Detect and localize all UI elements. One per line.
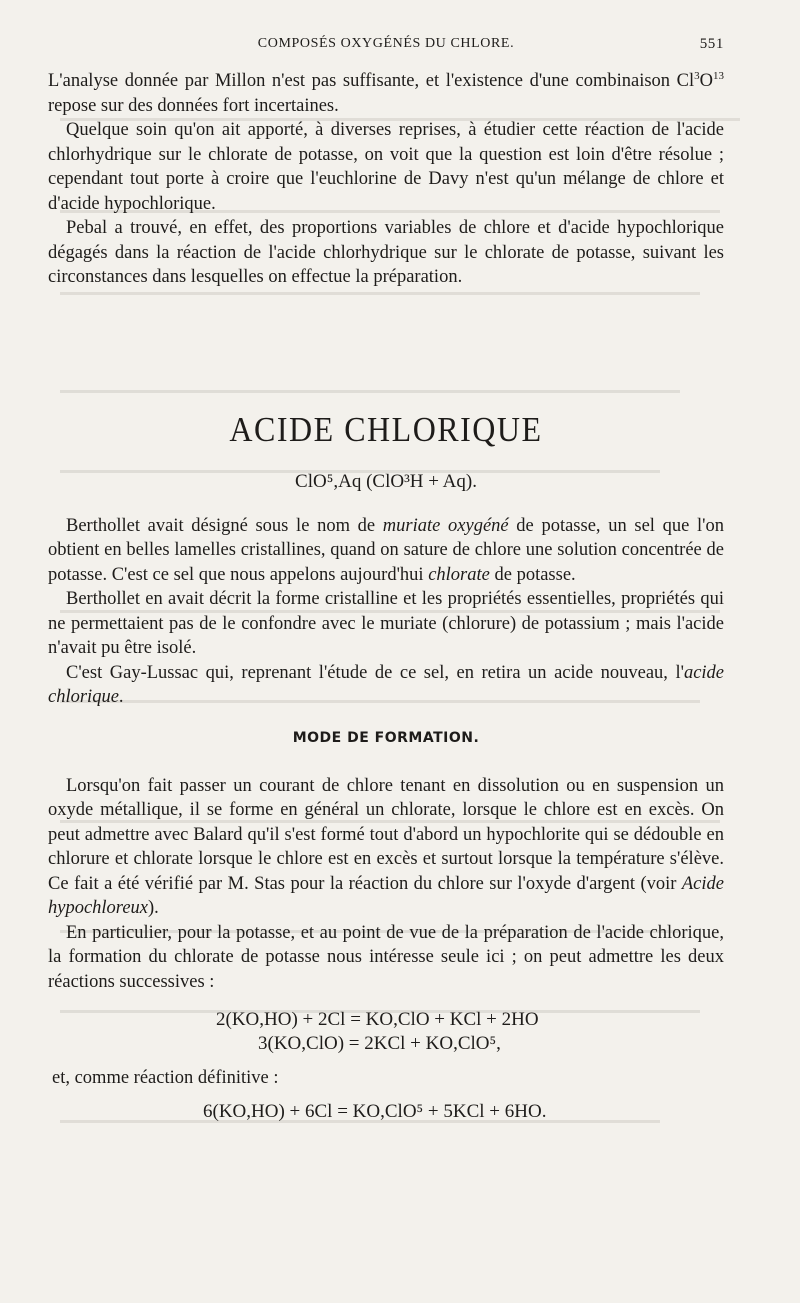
hypochloreux-reference: Acide hypochloreux <box>48 873 724 919</box>
equation-intro: et, comme réaction définitive : <box>52 1068 279 1089</box>
intro-paragraph-1 <box>48 64 724 118</box>
article-title-block <box>48 410 724 494</box>
intro-paragraph-2: Quelque soin qu'on ait apporté, à diverses reprises, à étudier cette réaction de l'acide chlorhydrique sur le chlorate de potasse, on voit que la question est loin d'être résolue ; cependant tout porte à croire que l'euchlorine de Davy n'est qu'un mélange de chlore et d'acide hypochlorique. <box>48 120 724 214</box>
body-paragraph-3: C'est Gay-Lussac qui, reprenant l'étude de ce sel, en retira un acide nouveau, l'acide chlorique. <box>48 662 724 708</box>
muriate-term: muriate oxygéné <box>382 515 509 536</box>
section-heading: MODE DE FORMATION. <box>292 729 480 746</box>
intro-p1-line1: L'analyse donnée par Millon n'est pas suffisante, et l'existence d'une combinaison <box>48 71 671 92</box>
body-paragraph-2: Berthollet en avait décrit la forme cristalline et les propriétés essentielles, propriétés qui ne permettaient pas de le confondre avec le muriate (chlorure) de potassium ; mais l'acide n'avait pu être isolé. <box>48 589 724 659</box>
intro-p1-rest: repose sur des données fort incertaines. <box>48 95 339 116</box>
equation-3: 6(KO,HO) + 6Cl = KO,ClO⁵ + 5KCl + 6HO. <box>203 1101 547 1123</box>
intro-paragraph-3: Pebal a trouvé, en effet, des proportions variables de chlore et d'acide hypochlorique dégagés dans la réaction de l'acide chlorhydrique sur le chlorate de potasse, suivant les circonstances dans lesquelles on effectue la préparation. <box>48 218 724 288</box>
page-number: 551 <box>699 36 724 52</box>
article-formula: ClO⁵,Aq (ClO³H + Aq). <box>295 470 477 492</box>
equation-1: 2(KO,HO) + 2Cl = KO,ClO + KCl + 2HO <box>216 1009 539 1031</box>
page-header <box>48 36 724 64</box>
equation-2: 3(KO,ClO) = 2KCl + KO,ClO⁵, <box>258 1033 501 1055</box>
chlorate-term: chlorate <box>428 564 490 585</box>
section-paragraph-2: En particulier, pour la potasse, et au point de vue de la préparation de l'acide chlorique, la formation du chlorate de potasse nous intéresse seule ici ; on peut admettre les deux réactions successives : <box>48 922 724 992</box>
acide-chlorique-term: acide chlorique <box>48 662 724 708</box>
intro-p1-formula: $Cl^3O^{13}$ <box>676 70 725 92</box>
book-page <box>48 36 724 1124</box>
section-paragraph-1: Lorsqu'on fait passer un courant de chlore tenant en dissolution ou en suspension un oxyde métallique, il se forme en général un chlorate, lorsque le chlore est en excès. On peut admettre avec Balard qu'il s'est formé tout d'abord un hypochlorite qui se dédouble en chlorure et chlorate lorsque le chlore est en excès et surtout lorsque la température s'élève. Ce fait a été vérifié par M. Stas pour la réaction du chlore sur l'oxyde d'argent (voir Acide hypochloreux). <box>48 775 724 919</box>
body-paragraph-1: Berthollet avait désigné sous le nom de muriate oxygéné de potasse, un sel que l'on obtient en belles lamelles cristallines, quand on sature de chlore une solution concentrée de potasse. C'est ce sel que nous appelons aujourd'hui chlorate de potasse. <box>48 515 724 585</box>
running-head: COMPOSÉS OXYGÉNÉS DU CHLORE. <box>257 36 515 51</box>
article-title: ACIDE CHLORIQUE <box>229 408 543 449</box>
